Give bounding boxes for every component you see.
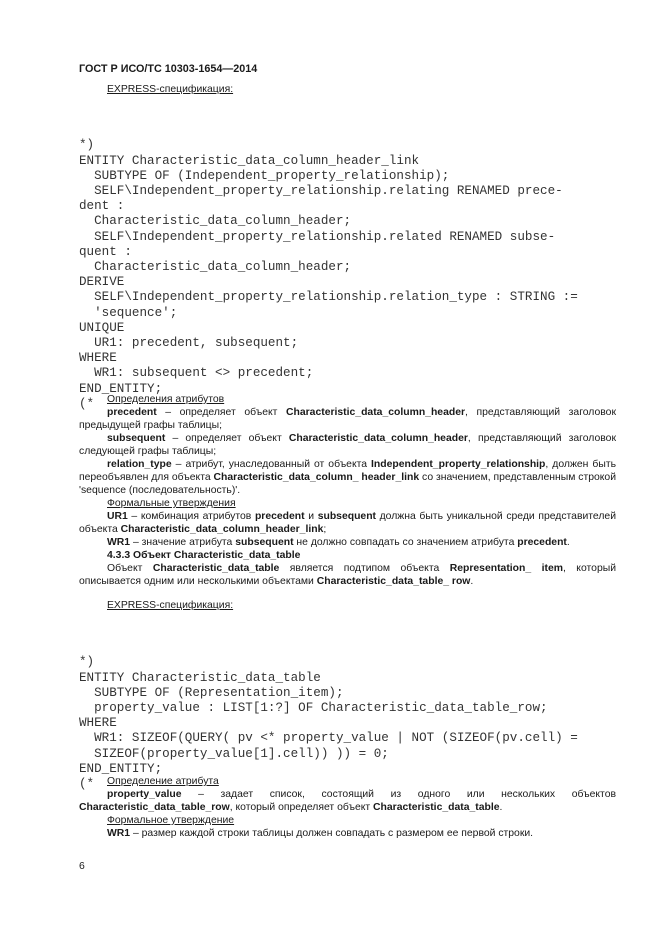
code-line: *) — [79, 655, 95, 670]
rule-wr1: WR1 – значение атрибута subsequent не должно совпадать со значением атрибута precedent. — [107, 537, 570, 548]
code-line: SELF\Independent_property_relationship.relation_type : STRING := — [79, 290, 578, 305]
code-line: ENTITY Characteristic_data_column_header_link — [79, 153, 420, 168]
section-heading: 4.3.3 Объект Characteristic_data_table — [107, 550, 301, 561]
attr-precedent: precedent – определяет объект Characteristic_data_column_header, представляющий заголовок предыдущей графы таблицы; — [79, 407, 616, 431]
code-line: DERIVE — [79, 275, 125, 290]
code-line: UR1: precedent, subsequent; — [79, 336, 299, 351]
attribute-heading: Определение атрибута — [107, 776, 219, 787]
code-line: UNIQUE — [79, 320, 125, 335]
code-line: Characteristic_data_column_header; — [79, 260, 352, 275]
rule-wr1-row-size: WR1 – размер каждой строки таблицы должен совпадать с размером ее первой строки. — [107, 828, 534, 839]
code-line: WR1: subsequent <> precedent; — [79, 366, 314, 381]
formal-statement-heading: Формальное утверждение — [107, 815, 235, 826]
code-line: WHERE — [79, 351, 117, 366]
code-line: dent : — [79, 199, 125, 214]
formal-statements-heading: Формальные утверждения — [107, 498, 236, 509]
code-line: (* — [79, 396, 95, 411]
page-number: 6 — [79, 861, 85, 872]
code-line: (* — [79, 777, 95, 792]
attributes-section — [79, 393, 616, 588]
code-line: SELF\Independent_property_relationship.relating RENAMED prece- — [79, 184, 563, 199]
code-block-entity-header-link — [79, 108, 578, 427]
code-line: END_ENTITY; — [79, 761, 163, 776]
code-line: WHERE — [79, 716, 117, 731]
attr-relation-type: relation_type – атрибут, унаследованный от объекта Independent_property_relationship, должен быть переобъявлен для объекта Characteristic_data_column_ header_link со значением, представленным строкой 'sequence (последовательность)'. — [79, 459, 617, 496]
rule-ur1: UR1 – комбинация атрибутов precedent и subsequent должна быть уникальной среди представителей объекта Characteristic_data_column_header_link; — [79, 511, 617, 535]
express-spec-label: EXPRESS-спецификация: — [107, 84, 234, 95]
code-line: SUBTYPE OF (Independent_property_relationship); — [79, 168, 450, 183]
code-line: *) — [79, 138, 95, 153]
attr-property-value: property_value – задает список, состоящий из одного или нескольких объектов Characteristic_data_table_row, который определяет объект Characteristic_data_table. — [79, 789, 616, 813]
code-line: SIZEOF(property_value[1].cell)) )) = 0; — [79, 746, 389, 761]
attribute-section-2 — [79, 775, 616, 840]
code-line: WR1: SIZEOF(QUERY( pv <* property_value | NOT (SIZEOF(pv.cell) = — [79, 731, 578, 746]
code-line: Characteristic_data_column_header; — [79, 214, 352, 229]
express-spec-label-2: EXPRESS-спецификация: — [107, 600, 234, 611]
code-line: quent : — [79, 244, 132, 259]
code-line: END_ENTITY; — [79, 381, 163, 396]
section-description: Объект Characteristic_data_table является подтипом объекта Representation_ item, который описывается одним или несколькими объектами Characteristic_data_table_ row. — [79, 563, 616, 587]
code-line: ENTITY Characteristic_data_table — [79, 670, 321, 685]
attributes-heading: Определения атрибутов — [107, 394, 225, 405]
code-line: 'sequence'; — [79, 305, 178, 320]
code-line: SUBTYPE OF (Representation_item); — [79, 685, 344, 700]
document-header: ГОСТ Р ИСО/ТС 10303-1654—2014 — [79, 63, 258, 75]
code-line: SELF\Independent_property_relationship.related RENAMED subse- — [79, 229, 556, 244]
code-line: property_value : LIST[1:?] OF Characteristic_data_table_row; — [79, 701, 548, 716]
attr-subsequent: subsequent – определяет объект Characteristic_data_column_header, представляющий заголовок следующей графы таблицы; — [79, 433, 616, 457]
